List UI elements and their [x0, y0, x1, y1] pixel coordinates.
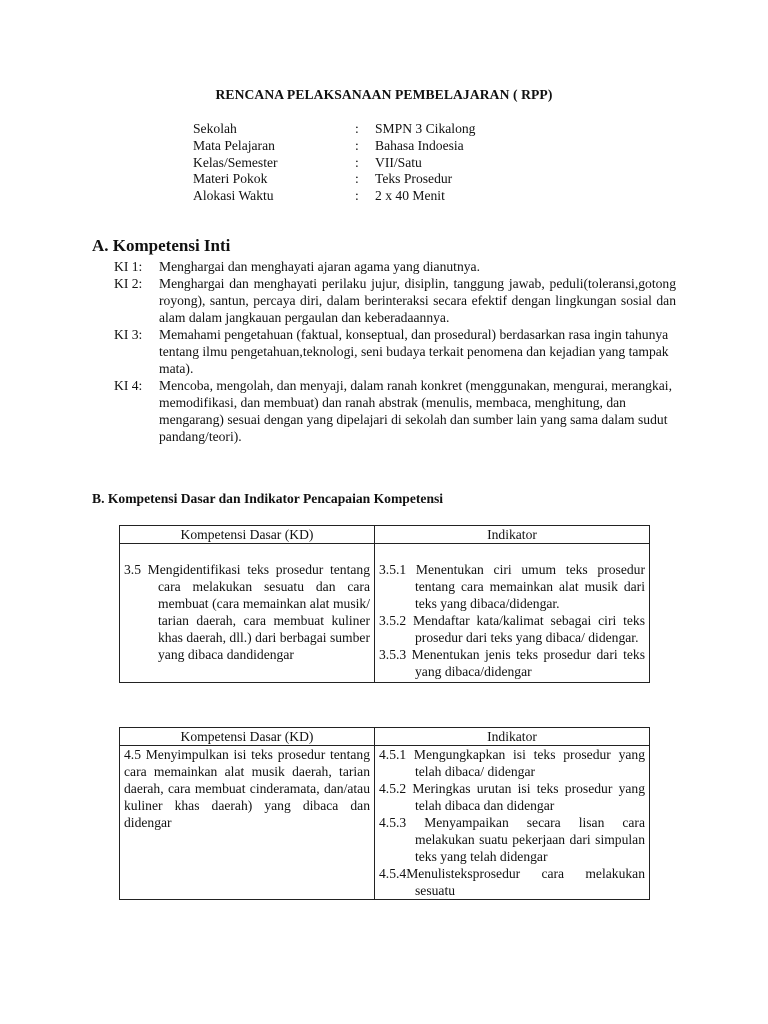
identity-value: Teks Prosedur	[375, 171, 453, 187]
header-kd: Kompetensi Dasar (KD)	[120, 526, 375, 544]
indicator-cell	[375, 746, 650, 900]
identity-row-school	[193, 120, 475, 137]
identity-row-time	[193, 187, 475, 204]
table-header-row	[120, 728, 650, 746]
identity-colon: :	[355, 121, 359, 136]
identity-label: Sekolah	[193, 121, 237, 136]
ki-item	[114, 275, 676, 326]
indicator-cell	[375, 544, 650, 683]
identity-colon: :	[355, 188, 359, 204]
section-a-heading: A. Kompetensi Inti	[92, 236, 231, 255]
core-competency-list	[114, 258, 676, 445]
ki-text: Memahami pengetahuan (faktual, konseptual, dan prosedural) berdasarkan rasa ingin tahunya tentang ilmu pengetahuan,teknologi, seni budaya terkait penomena dan kejadian yang tampak mata).	[159, 327, 669, 376]
ki-text: Menghargai dan menghayati ajaran agama yang dianutnya.	[159, 259, 480, 274]
table-header-row	[120, 526, 650, 544]
ki-number: KI 4:	[114, 378, 143, 393]
header-kd: Kompetensi Dasar (KD)	[120, 728, 375, 746]
ki-item	[114, 258, 676, 275]
identity-label: Kelas/Semester	[193, 154, 278, 170]
kd-cell	[120, 544, 375, 683]
identity-row-subject	[193, 137, 475, 154]
ki-number: KI 2:	[114, 276, 143, 291]
header-indicator: Indikator	[375, 728, 650, 746]
identity-label: Mata Pelajaran	[193, 137, 275, 153]
section-b-heading: B. Kompetensi Dasar dan Indikator Pencapaian Kompetensi	[92, 491, 444, 506]
indicator-item: 3.5.3 Menentukan jenis teks prosedur dari teks yang dibaca/didengar	[379, 647, 645, 679]
indicator-item: 4.5.3 Menyampaikan secara lisan cara melakukan suatu pekerjaan dari simpulan teks yang telah didengar	[379, 815, 645, 864]
indicator-item: 3.5.2 Mendaftar kata/kalimat sebagai ciri teks prosedur dari teks yang dibaca/ didengar.	[379, 613, 645, 645]
ki-item	[114, 377, 676, 445]
identity-label: Alokasi Waktu	[193, 188, 274, 204]
page-title: RENCANA PELAKSANAAN PEMBELAJARAN ( RPP)	[215, 87, 553, 102]
identity-colon: :	[355, 171, 359, 187]
indicator-item: 4.5.2 Meringkas urutan isi teks prosedur yang telah dibaca dan didengar	[379, 781, 645, 813]
ki-text: Mencoba, mengolah, dan menyaji, dalam ranah konkret (menggunakan, mengurai, merangkai, memodifikasi, dan membuat) dan ranah abstrak (menulis, membaca, menghitung, dan mengarang) sesuai dengan yang dipelajari di sekolah dan sumber lain yang sama dalam sudut pandang/teori).	[159, 378, 672, 444]
kd-table-knowledge	[119, 525, 650, 683]
ki-text: Menghargai dan menghayati perilaku jujur, disiplin, tanggung jawab, peduli(toleransi,gotong royong), santun, percaya diri, dalam berinteraksi secara efektif dengan lingkungan sosial dan alam dalam jangkauan pergaulan dan keberadaannya.	[159, 276, 676, 325]
table-row	[120, 544, 650, 683]
identity-block	[193, 120, 475, 204]
identity-value: VII/Satu	[375, 154, 422, 170]
identity-row-topic	[193, 170, 475, 187]
kd-text: 3.5 Mengidentifikasi teks prosedur tentang cara melakukan sesuatu dan cara membuat (cara memainkan alat musik/ tarian daerah, cara membuat kuliner khas daerah, dll.) dari berbagai sumber yang dibaca dandidengar	[124, 562, 370, 662]
ki-item	[114, 326, 676, 377]
ki-number: KI 3:	[114, 327, 143, 342]
identity-colon: :	[355, 137, 359, 153]
indicator-item: 3.5.1 Menentukan ciri umum teks prosedur tentang cara memainkan alat musik dari teks yang dibaca/didengar.	[379, 562, 645, 611]
identity-label: Materi Pokok	[193, 171, 268, 187]
identity-colon: :	[355, 154, 359, 170]
table-row	[120, 746, 650, 900]
ki-number: KI 1:	[114, 259, 143, 274]
identity-value: SMPN 3 Cikalong	[375, 121, 476, 136]
kd-cell	[120, 746, 375, 900]
kd-text: 4.5 Menyimpulkan isi teks prosedur tentang cara memainkan alat musik daerah, tarian daerah, cara membuat cinderamata, dan/atau kuliner khas daerah) yang dibaca dan didengar	[124, 747, 370, 830]
kd-table-skills	[119, 727, 650, 900]
identity-value: 2 x 40 Menit	[375, 188, 445, 204]
header-indicator: Indikator	[375, 526, 650, 544]
identity-row-class	[193, 154, 475, 171]
indicator-item: 4.5.1 Mengungkapkan isi teks prosedur yang telah dibaca/ didengar	[379, 747, 645, 779]
identity-value: Bahasa Indoesia	[375, 137, 464, 153]
indicator-item: 4.5.4Menulisteksprosedur cara melakukan sesuatu	[379, 866, 645, 898]
